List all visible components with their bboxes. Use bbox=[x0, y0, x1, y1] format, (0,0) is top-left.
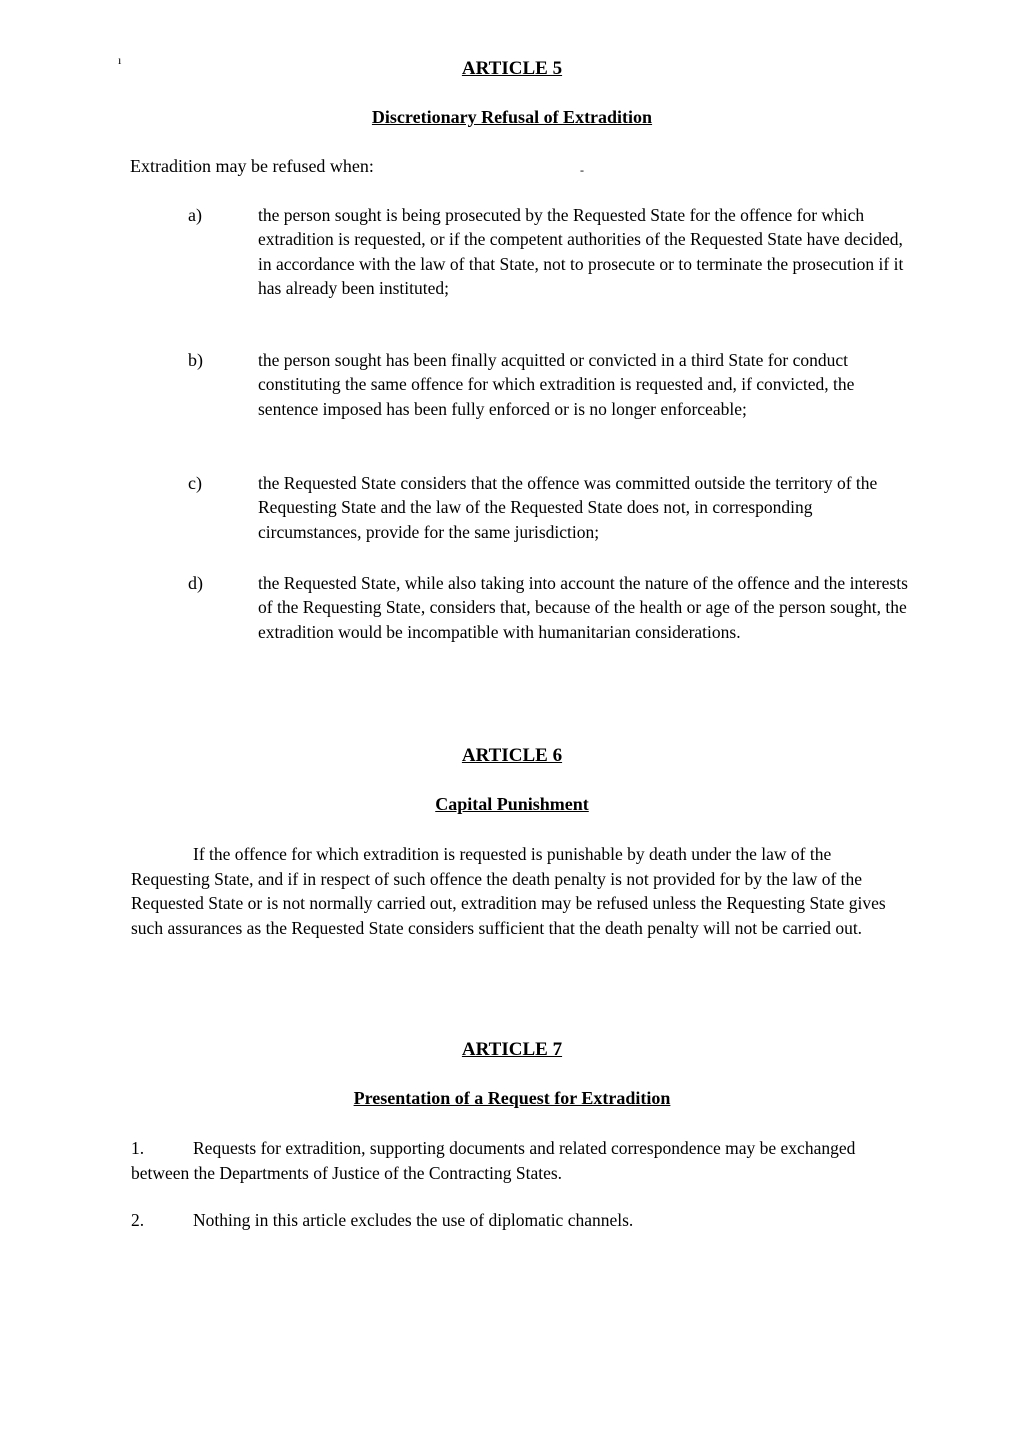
paragraph-number: 2. bbox=[131, 1210, 145, 1230]
item-b-label: b) bbox=[188, 350, 203, 370]
stray-mark: - bbox=[580, 163, 584, 177]
item-c-label: c) bbox=[188, 473, 202, 493]
paragraph-number: 1. bbox=[131, 1138, 145, 1158]
article-7-paragraph-1 bbox=[131, 1136, 891, 1185]
paragraph-text: Requests for extradition, supporting documents and related correspondence may be exchanged between the Departments of Justice of the Contracting States. bbox=[131, 1138, 856, 1183]
item-c-text: the Requested State considers that the offence was committed outside the territory of the Requesting State and the law of the Requested State does not, in corresponding circumstances, provide for the same jurisdiction; bbox=[258, 473, 878, 542]
item-a-label: a) bbox=[188, 205, 202, 225]
article-7-paragraph-2 bbox=[131, 1208, 891, 1233]
paragraph-text: Nothing in this article excludes the use of diplomatic channels. bbox=[193, 1210, 634, 1230]
item-a-text: the person sought is being prosecuted by the Requested State for the offence for which extradition is requested, or if the competent authorities of the Requested State have decided, in accordance with the law of that State, not to prosecute or to terminate the prosecution if it has already been instituted; bbox=[258, 205, 904, 298]
item-d-label: d) bbox=[188, 573, 203, 593]
article-7-title: ARTICLE 7 bbox=[461, 1039, 563, 1060]
margin-mark: ı bbox=[118, 53, 122, 67]
article-5-intro: Extradition may be refused when: bbox=[130, 156, 374, 176]
article-5-title: ARTICLE 5 bbox=[461, 58, 563, 79]
item-d-text: the Requested State, while also taking into account the nature of the offence and the interests of the Requesting State, considers that, because of the health or age of the person sought, the extradition would be incompatible with humanitarian considerations. bbox=[258, 573, 908, 642]
item-b-text: the person sought has been finally acquitted or convicted in a third State for conduct constituting the same offence for which extradition is requested and, if convicted, the sentence imposed has been fully enforced or is no longer enforceable; bbox=[258, 350, 855, 419]
article-6-paragraph: If the offence for which extradition is requested is punishable by death under the law of the Requesting State, and if in respect of such offence the death penalty is not provided for by the law of the Requested State or is not normally carried out, extradition may be refused unless the Requesting State gives such assurances as the Requested State considers sufficient that the death penalty will not be carried out. bbox=[131, 844, 886, 938]
article-7-subtitle: Presentation of a Request for Extradition bbox=[353, 1088, 671, 1108]
article-6-subtitle: Capital Punishment bbox=[435, 794, 589, 814]
article-6-title: ARTICLE 6 bbox=[461, 745, 563, 766]
article-5-subtitle: Discretionary Refusal of Extradition bbox=[371, 107, 653, 127]
